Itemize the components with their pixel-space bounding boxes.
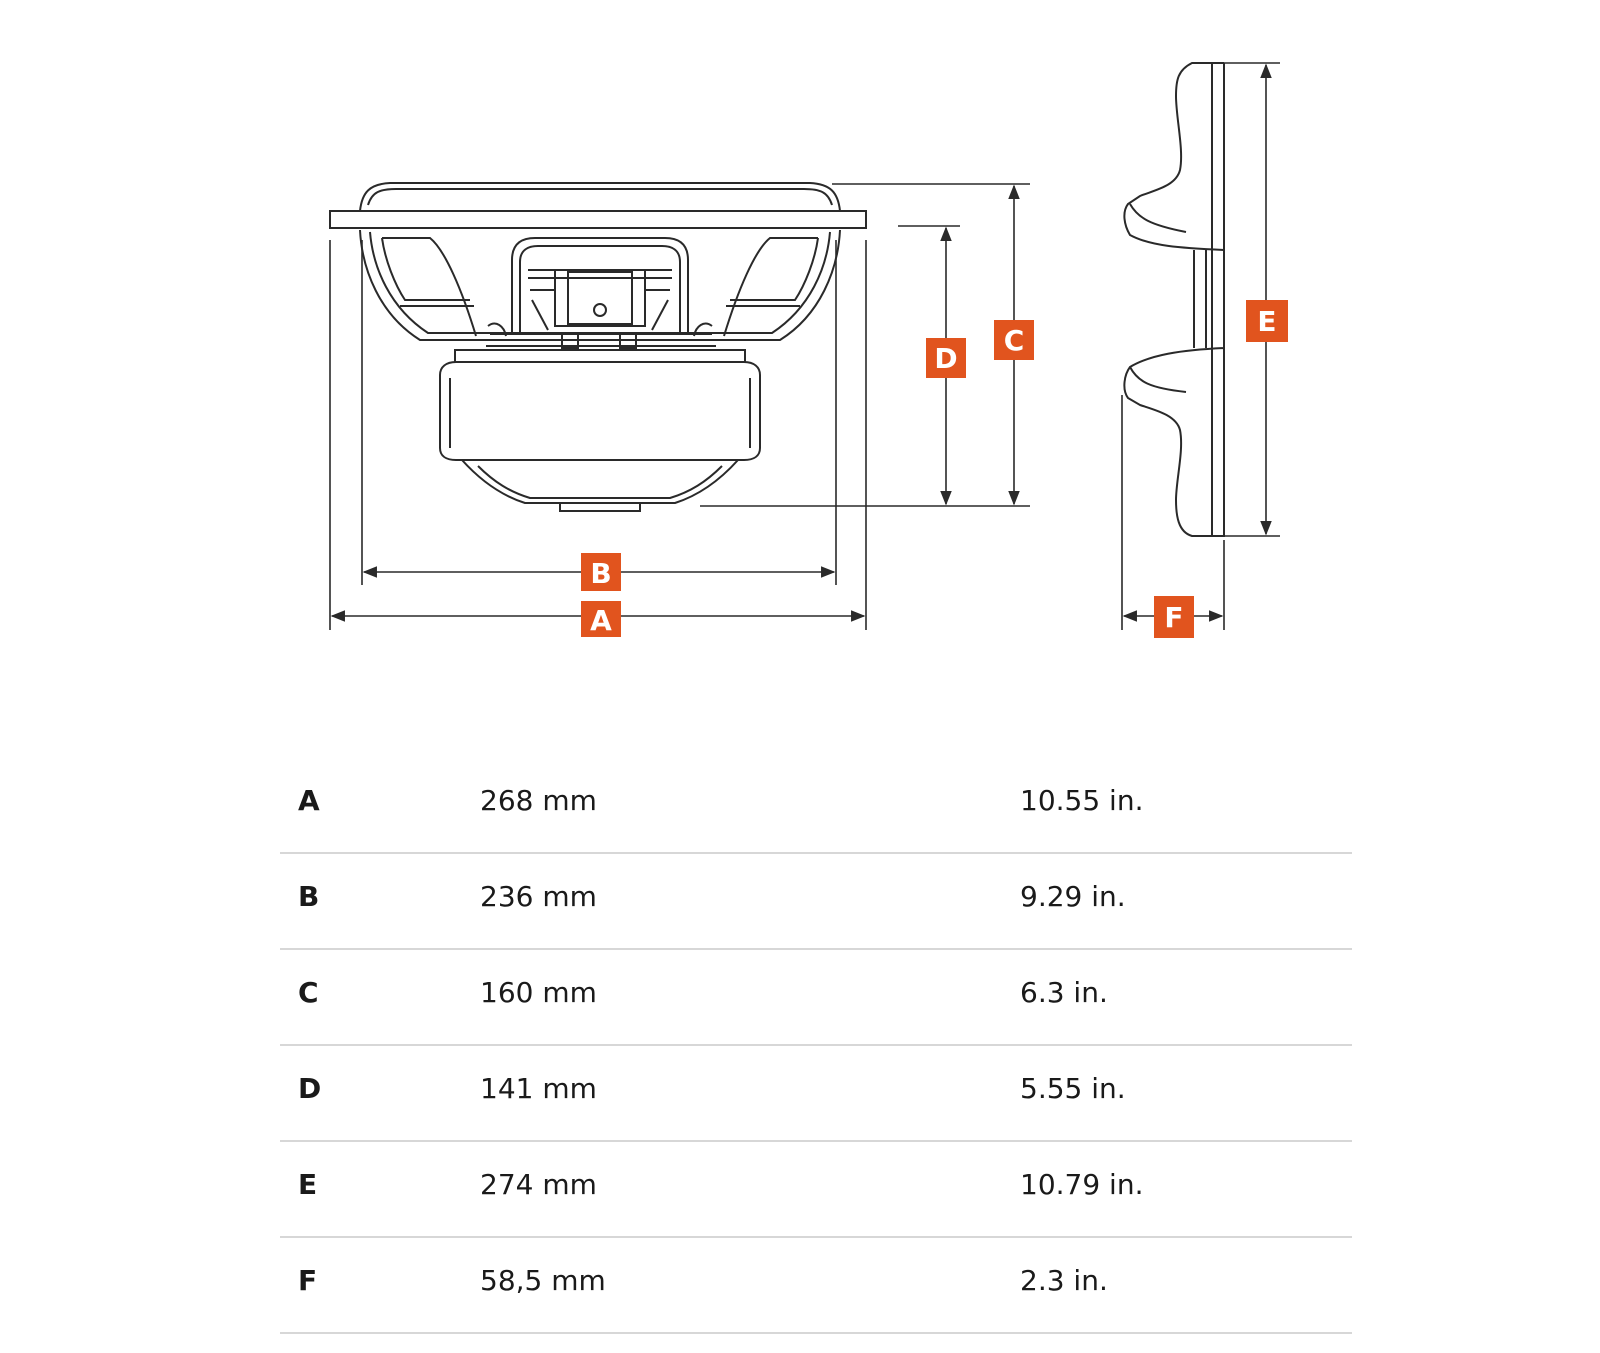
table-row	[280, 758, 1352, 854]
badge-a	[581, 601, 621, 637]
svg-text:C: C	[1003, 324, 1025, 357]
dimension-mm: 274 mm	[480, 1168, 597, 1201]
badge-d	[926, 338, 966, 378]
svg-text:E: E	[1257, 305, 1277, 338]
dimensions-table	[280, 758, 1352, 1334]
badge-e	[1246, 300, 1288, 342]
dimension-mm: 141 mm	[480, 1072, 597, 1105]
dimension-letter: E	[298, 1168, 318, 1201]
dimension-letter: F	[298, 1264, 318, 1297]
svg-text:F: F	[1164, 601, 1184, 634]
dimension-mm: 268 mm	[480, 784, 597, 817]
table-row	[280, 1046, 1352, 1142]
table-row	[280, 1238, 1352, 1334]
badge-f	[1154, 596, 1194, 638]
table-row	[280, 854, 1352, 950]
dimension-lines	[330, 63, 1280, 630]
dimension-mm: 160 mm	[480, 976, 597, 1009]
dimension-inch: 2.3 in.	[1020, 1264, 1108, 1297]
svg-text:B: B	[590, 557, 612, 590]
dimension-mm: 236 mm	[480, 880, 597, 913]
dimension-letter: D	[298, 1072, 322, 1105]
dimension-inch: 9.29 in.	[1020, 880, 1126, 913]
speaker-side-view	[330, 183, 866, 511]
speaker-profile-view	[1124, 63, 1224, 536]
dimension-letter: C	[298, 976, 319, 1009]
dimension-inch: 10.79 in.	[1020, 1168, 1144, 1201]
dimension-letter: A	[298, 784, 320, 817]
dimension-inch: 6.3 in.	[1020, 976, 1108, 1009]
dimension-letter: B	[298, 880, 320, 913]
svg-text:A: A	[590, 604, 612, 637]
table-row	[280, 950, 1352, 1046]
badge-c	[994, 320, 1034, 360]
dimension-inch: 5.55 in.	[1020, 1072, 1126, 1105]
dimension-mm: 58,5 mm	[480, 1264, 606, 1297]
badge-b	[581, 553, 621, 591]
table-row	[280, 1142, 1352, 1238]
dimension-inch: 10.55 in.	[1020, 784, 1144, 817]
svg-text:D: D	[934, 342, 958, 375]
